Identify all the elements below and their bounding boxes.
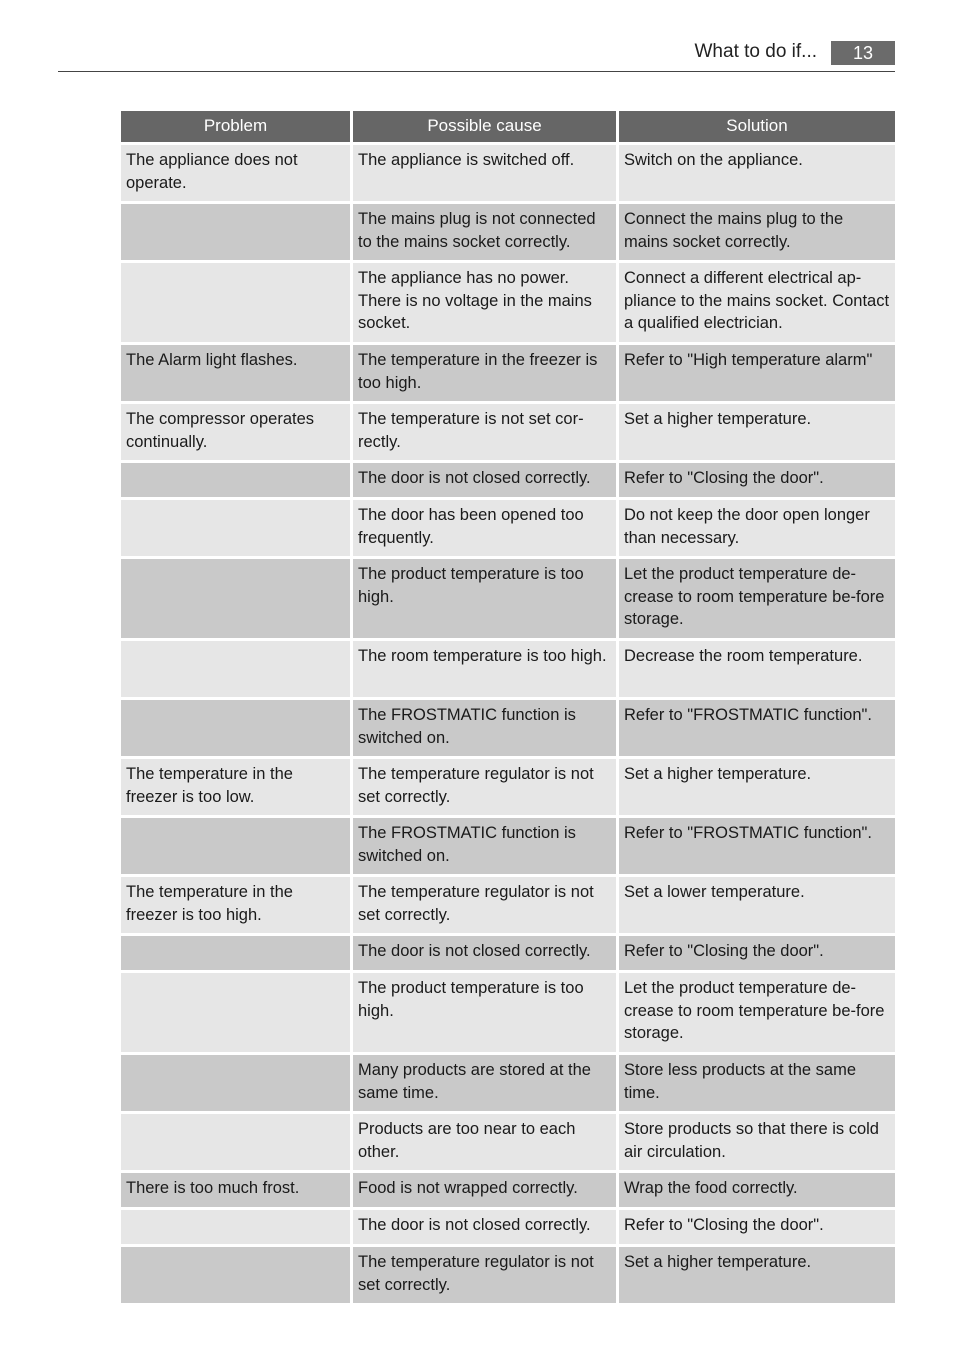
page-number: 13 <box>831 41 895 65</box>
cell-solution: Let the product temperature de-crease to room temperature be-fore storage. <box>619 559 895 638</box>
cell-problem <box>121 936 350 970</box>
cell-problem <box>121 641 350 697</box>
table-row <box>121 1247 895 1303</box>
cell-problem <box>121 973 350 1052</box>
table-row <box>121 641 895 697</box>
cell-cause: The appliance is switched off. <box>353 145 616 201</box>
cell-problem: The temperature in the freezer is too low. <box>121 759 350 815</box>
cell-solution: Set a higher temperature. <box>619 404 895 460</box>
cell-cause: The room temperature is too high. <box>353 641 616 697</box>
table-row <box>121 700 895 756</box>
cell-solution: Store less products at the same time. <box>619 1055 895 1111</box>
cell-solution: Do not keep the door open longer than necessary. <box>619 500 895 556</box>
cell-cause: The door has been opened too frequently. <box>353 500 616 556</box>
cell-solution: Refer to "Closing the door". <box>619 936 895 970</box>
column-header-problem: Problem <box>121 111 350 142</box>
cell-solution: Wrap the food correctly. <box>619 1173 895 1207</box>
cell-solution: Switch on the appliance. <box>619 145 895 201</box>
table-row <box>121 877 895 933</box>
table-row <box>121 759 895 815</box>
cell-problem <box>121 263 350 342</box>
column-header-cause: Possible cause <box>353 111 616 142</box>
cell-cause: The door is not closed correctly. <box>353 936 616 970</box>
cell-cause: The mains plug is not connected to the mains socket correctly. <box>353 204 616 260</box>
cell-solution: Set a higher temperature. <box>619 759 895 815</box>
page-header <box>58 38 895 72</box>
table-row <box>121 145 895 201</box>
cell-cause: Food is not wrapped correctly. <box>353 1173 616 1207</box>
table-row <box>121 973 895 1052</box>
cell-cause: Products are too near to each other. <box>353 1114 616 1170</box>
cell-solution: Store products so that there is cold air circulation. <box>619 1114 895 1170</box>
cell-solution: Refer to "Closing the door". <box>619 463 895 497</box>
cell-problem <box>121 818 350 874</box>
cell-problem <box>121 1114 350 1170</box>
cell-cause: The temperature regulator is not set correctly. <box>353 877 616 933</box>
cell-solution: Set a higher temperature. <box>619 1247 895 1303</box>
table-row <box>121 1114 895 1170</box>
cell-cause: The temperature regulator is not set correctly. <box>353 759 616 815</box>
cell-solution: Refer to "FROSTMATIC function". <box>619 700 895 756</box>
cell-problem: The appliance does not operate. <box>121 145 350 201</box>
cell-problem <box>121 500 350 556</box>
cell-solution: Connect a different electrical ap-pliance to the mains socket. Contact a qualified electrician. <box>619 263 895 342</box>
cell-solution: Set a lower temperature. <box>619 877 895 933</box>
cell-solution: Decrease the room temperature. <box>619 641 895 697</box>
table-row <box>121 500 895 556</box>
cell-solution: Let the product temperature de-crease to room temperature be-fore storage. <box>619 973 895 1052</box>
table-row <box>121 936 895 970</box>
cell-cause: The temperature regulator is not set correctly. <box>353 1247 616 1303</box>
troubleshooting-table <box>118 108 898 1306</box>
table-row <box>121 345 895 401</box>
table-row <box>121 1173 895 1207</box>
cell-problem: The temperature in the freezer is too high. <box>121 877 350 933</box>
cell-cause: The product temperature is too high. <box>353 973 616 1052</box>
cell-cause: The temperature is not set cor-rectly. <box>353 404 616 460</box>
cell-problem <box>121 700 350 756</box>
cell-problem: The Alarm light flashes. <box>121 345 350 401</box>
cell-cause: The FROSTMATIC function is switched on. <box>353 818 616 874</box>
cell-solution: Connect the mains plug to the mains socket correctly. <box>619 204 895 260</box>
table-row <box>121 404 895 460</box>
column-header-solution: Solution <box>619 111 895 142</box>
cell-problem: There is too much frost. <box>121 1173 350 1207</box>
table-row <box>121 1055 895 1111</box>
table-row <box>121 818 895 874</box>
cell-cause: The FROSTMATIC function is switched on. <box>353 700 616 756</box>
cell-cause: The door is not closed correctly. <box>353 463 616 497</box>
cell-cause: The temperature in the freezer is too high. <box>353 345 616 401</box>
cell-problem <box>121 1247 350 1303</box>
cell-cause: The door is not closed correctly. <box>353 1210 616 1244</box>
cell-solution: Refer to "Closing the door". <box>619 1210 895 1244</box>
cell-problem <box>121 463 350 497</box>
table-body <box>121 145 895 1303</box>
cell-cause: The product temperature is too high. <box>353 559 616 638</box>
table-row <box>121 263 895 342</box>
cell-problem: The compressor operates continually. <box>121 404 350 460</box>
cell-cause: Many products are stored at the same time. <box>353 1055 616 1111</box>
table-row <box>121 463 895 497</box>
table-header-row <box>121 111 895 142</box>
cell-solution: Refer to "High temperature alarm" <box>619 345 895 401</box>
cell-cause: The appliance has no power. There is no voltage in the mains socket. <box>353 263 616 342</box>
table-row <box>121 1210 895 1244</box>
table-row <box>121 204 895 260</box>
cell-solution: Refer to "FROSTMATIC function". <box>619 818 895 874</box>
cell-problem <box>121 559 350 638</box>
table-row <box>121 559 895 638</box>
section-title: What to do if... <box>694 41 817 62</box>
cell-problem <box>121 1210 350 1244</box>
cell-problem <box>121 1055 350 1111</box>
cell-problem <box>121 204 350 260</box>
